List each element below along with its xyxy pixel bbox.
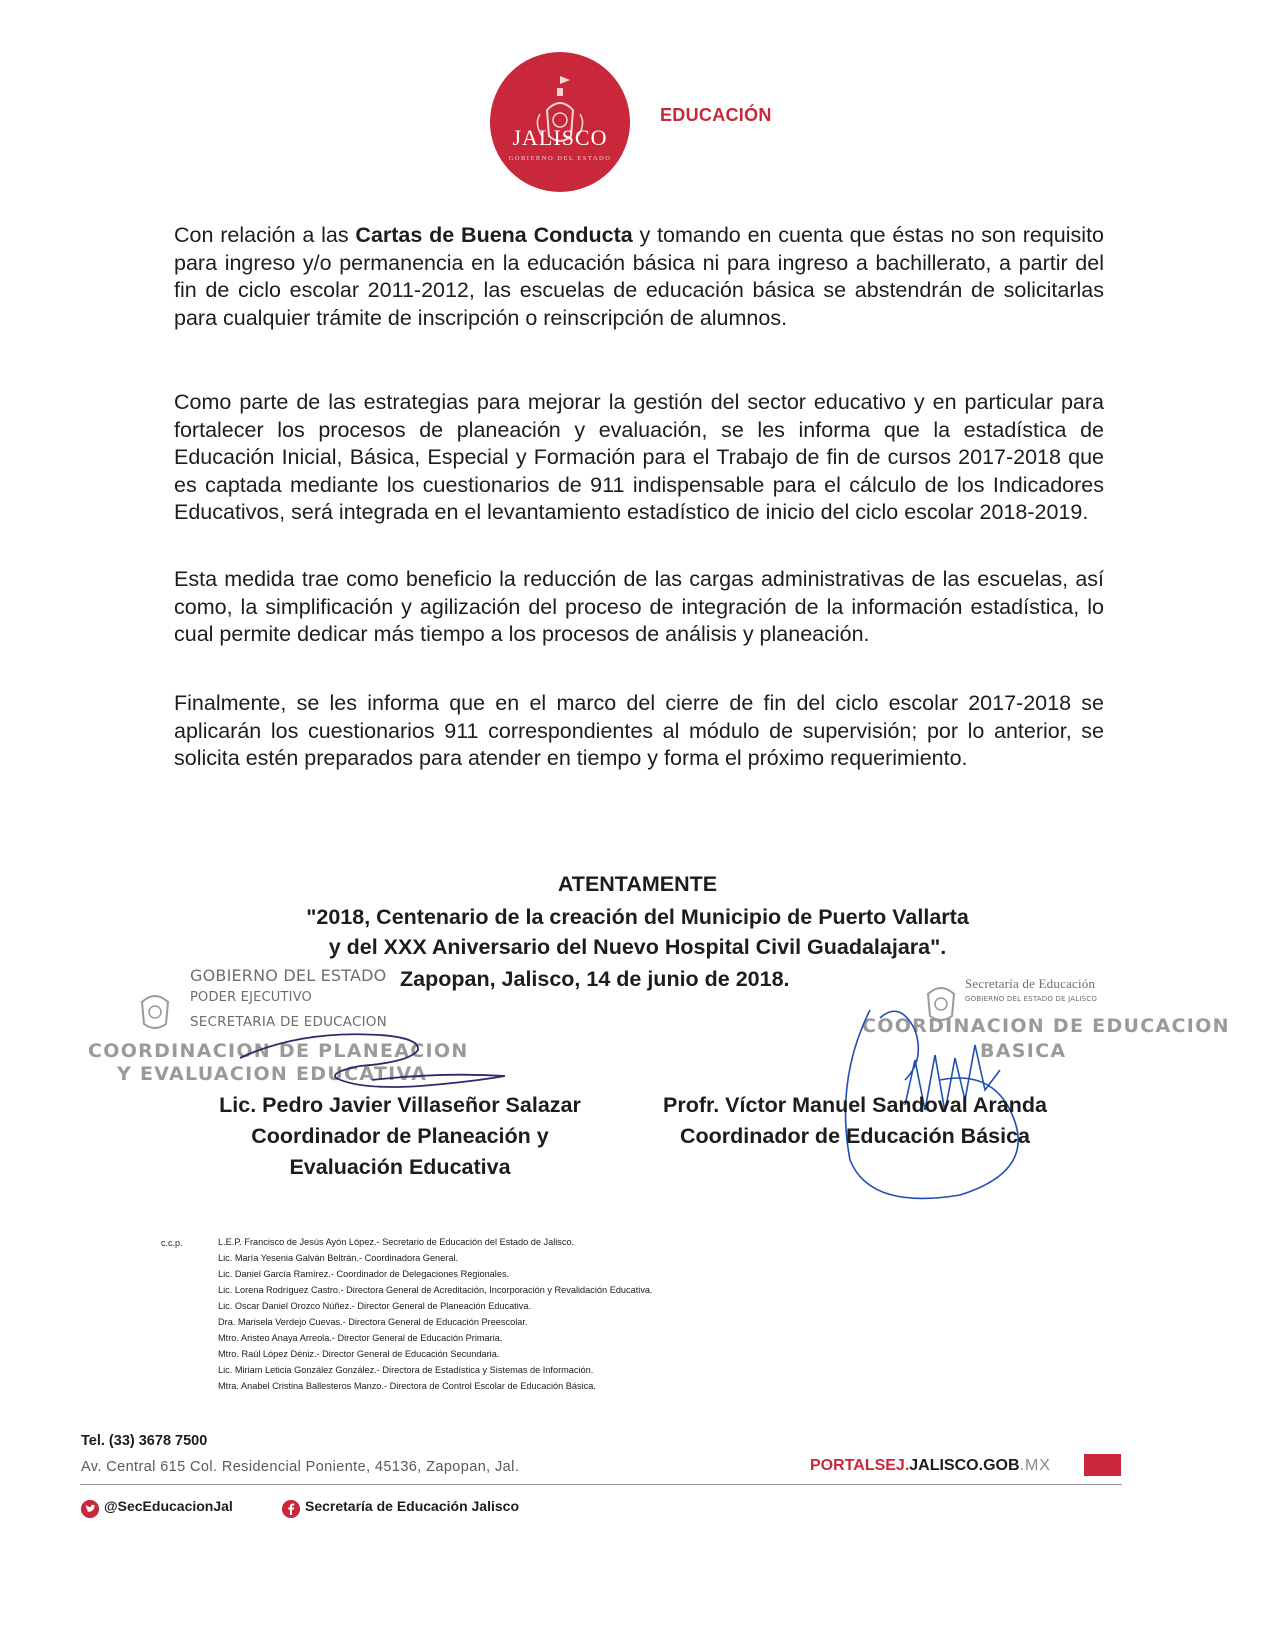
cc-item: Dra. Marisela Verdejo Cuevas.- Directora General de Educación Preescolar. (218, 1317, 528, 1327)
coat-of-arms-icon (490, 52, 630, 192)
closing-motto-line2: y del XXX Aniversario del Nuevo Hospital Civil Guadalajara". (328, 935, 947, 959)
footer-portal-link[interactable]: PORTALSEJ.JALISCO.GOB.MX (810, 1457, 1051, 1474)
social-twitter-handle[interactable]: @SecEducacionJal (104, 1498, 233, 1514)
cc-item: Lic. María Yesenia Galván Beltrán.- Coordinadora General. (218, 1253, 459, 1263)
footer-phone: Tel. (33) 3678 7500 (81, 1433, 208, 1449)
cc-item: Mtro. Raúl López Déniz.- Director General de Educación Secundaria. (218, 1349, 500, 1359)
stamp-left-line: GOBIERNO DEL ESTADO (190, 966, 387, 985)
stamp-left-line: SECRETARIA DE EDUCACION (190, 1014, 387, 1030)
footer-brand-square (1084, 1454, 1121, 1476)
paragraph-3: Esta medida trae como beneficio la reducción de las cargas administrativas de las escuelas, así como, la simplificación y agilización del proceso de integración de la información estadística, lo cual permite dedicar más tiempo a los procesos de análisis y planeación. (174, 567, 1104, 647)
signatory-left-name: Lic. Pedro Javier Villaseñor Salazar (219, 1093, 581, 1117)
paragraph-2: Como parte de las estrategias para mejorar la gestión del sector educativo y en particular para fortalecer los procesos de planeación y evaluación, se les informa que la estadística de Educación Inicial, Básica, Especial y Formación para el Trabajo de fin de cursos 2017-2018 que es captada mediante los cuestionarios de 911 indispensable para el cálculo de los Indicadores Educativos, será integrada en el levantamiento estadístico de inicio del ciclo escolar 2018-2019. (174, 390, 1104, 525)
stamp-right-line: Secretaría de Educación (965, 976, 1096, 991)
closing-motto-line1: "2018, Centenario de la creación del Municipio de Puerto Vallarta (306, 905, 969, 929)
signatory-left-title: Evaluación Educativa (289, 1155, 511, 1179)
signatory-left-title: Coordinador de Planeación y (251, 1124, 549, 1148)
twitter-icon (81, 1500, 99, 1518)
stamp-left-line: COORDINACION DE PLANEACION (88, 1040, 469, 1062)
cc-label: c.c.p. (161, 1238, 183, 1248)
cc-item: Mtro. Aristeo Anaya Arreola.- Director General de Educación Primaria. (218, 1333, 503, 1343)
department-label: EDUCACIÓN (660, 105, 772, 125)
social-facebook-page[interactable]: Secretaría de Educación Jalisco (305, 1498, 519, 1514)
stamp-right-line: COORDINACION DE EDUCACION (862, 1015, 1230, 1037)
stamp-left-line: PODER EJECUTIVO (190, 990, 312, 1005)
cc-item: Lic. Miriam Leticia González González.- Directora de Estadística y Sistemas de Información. (218, 1365, 594, 1375)
footer-divider (80, 1484, 1122, 1485)
facebook-icon (282, 1500, 300, 1518)
closing-place-date: Zapopan, Jalisco, 14 de junio de 2018. (400, 967, 790, 991)
closing-atentamente: ATENTAMENTE (557, 872, 718, 896)
cc-item: Lic. Lorena Rodríguez Castro.- Directora General de Acreditación, Incorporación y Revalidación Educativa. (218, 1285, 653, 1295)
cc-item: Lic. Daniel García Ramírez.- Coordinador de Delegaciones Regionales. (218, 1269, 510, 1279)
paragraph-4: Finalmente, se les informa que en el marco del cierre de fin del ciclo escolar 2017-2018 se aplicarán los cuestionarios 911 correspondientes al módulo de supervisión; por lo anterior, se solicita estén preparados para atender en tiempo y forma el próximo requerimiento. (174, 691, 1104, 771)
stamp-right-line: BASICA (980, 1040, 1067, 1062)
cc-item: L.E.P. Francisco de Jesús Ayón López.- Secretario de Educación del Estado de Jalisco. (218, 1237, 575, 1247)
footer-address: Av. Central 615 Col. Residencial Poniente, 45136, Zapopan, Jal. (81, 1459, 520, 1475)
stamp-right-line: GOBIERNO DEL ESTADO DE JALISCO (965, 995, 1098, 1003)
signatory-right-title: Coordinador de Educación Básica (679, 1124, 1031, 1148)
signatory-right-name: Profr. Víctor Manuel Sandoval Aranda (663, 1093, 1047, 1117)
stamp-left-line: Y EVALUACION EDUCATIVA (117, 1063, 428, 1085)
cc-item: Lic. Oscar Daniel Orozco Núñez.- Director General de Planeación Educativa. (218, 1301, 532, 1311)
logo-subtitle: GOBIERNO DEL ESTADO (508, 155, 612, 162)
seal-left-icon (132, 988, 178, 1034)
cc-item: Mtra. Anabel Cristina Ballesteros Manzo.- Directora de Control Escolar de Educación Básica. (218, 1381, 596, 1391)
paragraph-1: Con relación a las Cartas de Buena Conducta y tomando en cuenta que éstas no son requisito para ingreso y/o permanencia en la educación básica ni para ingreso a bachillerato, a partir del fin de ciclo escolar 2011-2012, las escuelas de educación básica se abstendrán de solicitarlas para cualquier trámite de inscripción o reinscripción de alumnos. (174, 223, 1104, 330)
logo-wordmark: JALISCO (512, 125, 608, 150)
